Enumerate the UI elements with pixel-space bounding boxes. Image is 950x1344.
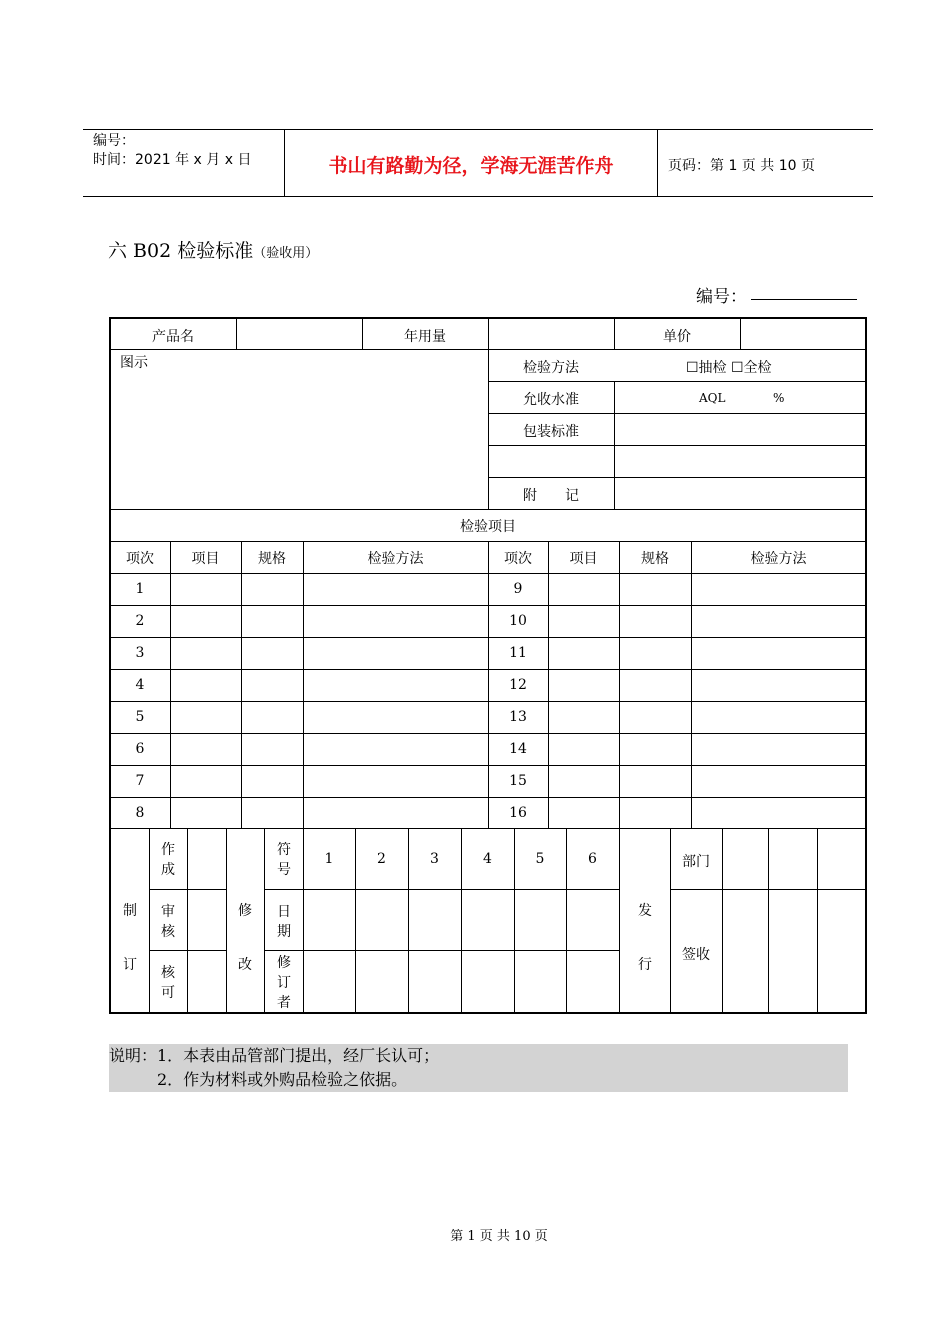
percent-label: % (773, 391, 785, 405)
row-number: 14 (509, 741, 527, 757)
issue-label: 发行 (638, 903, 652, 973)
note-line: 2．作为材料或外购品检验之依据。 (109, 1070, 408, 1089)
header-time: 时间：2021 年 x 月 x 日 (93, 152, 252, 168)
header-motto: 书山有路勤为径，学海无涯苦作舟 (328, 155, 614, 177)
row-number: 1 (135, 581, 145, 597)
col-header-method: 检验方法 (750, 551, 807, 567)
col-rule (241, 541, 242, 828)
revision-col-number: 6 (588, 851, 597, 867)
make-label: 制订 (123, 903, 137, 973)
revision-col-number: 3 (430, 851, 439, 867)
doc-number-label: 编号： (696, 287, 747, 307)
row-number: 13 (509, 709, 527, 725)
revision-col-number: 1 (324, 851, 334, 867)
col-header-item: 项目 (191, 551, 220, 567)
col-rule (226, 828, 227, 1013)
col-rule (614, 381, 615, 509)
sign-label: 签收 (682, 947, 710, 963)
col-rule (817, 828, 818, 1013)
col-header-index: 项次 (126, 551, 154, 567)
reviewed-by-label: 审核 (161, 904, 175, 940)
row-number: 8 (135, 805, 145, 821)
aql-label: AQL (699, 391, 726, 405)
col-rule (740, 318, 741, 349)
row-number: 5 (135, 709, 145, 725)
title-sub: （验收用） (253, 246, 319, 261)
row-rule (488, 413, 866, 414)
header-divider (657, 129, 658, 197)
product-name-label: 产品名 (152, 329, 194, 345)
revise-label: 修改 (238, 903, 252, 973)
row-number: 11 (509, 645, 527, 661)
col-rule (149, 828, 150, 1013)
row-rule (110, 509, 866, 510)
row-rule (488, 381, 866, 382)
page-footer: 第 1 页 共 10 页 (450, 1229, 548, 1244)
notes-box (109, 1044, 848, 1092)
row-number: 4 (135, 677, 145, 693)
header-page-info: 页码：第 1 页 共 10 页 (668, 158, 815, 174)
col-rule (619, 541, 620, 1013)
col-rule (488, 318, 489, 509)
col-rule (170, 541, 171, 828)
col-rule (691, 541, 692, 828)
diagram-label: 图示 (120, 355, 148, 371)
col-rule (548, 541, 549, 828)
annual-usage-label: 年用量 (404, 329, 446, 345)
approved-by-label: 核可 (161, 965, 175, 1001)
col-rule (722, 828, 723, 1013)
revision-col-number: 2 (377, 851, 386, 867)
header-doc-no: 编号： (93, 133, 135, 149)
inspection-items-title: 检验项目 (460, 519, 516, 535)
row-number: 12 (509, 677, 527, 693)
packing-standard-label: 包装标准 (523, 424, 579, 440)
acceptance-level-label: 允收水准 (523, 392, 579, 408)
unit-price-label: 单价 (663, 329, 691, 345)
revision-symbol-label: 符号 (277, 842, 291, 878)
header-bottom-rule (83, 196, 873, 197)
row-rule (110, 828, 866, 829)
col-header-spec: 规格 (258, 551, 286, 567)
note-line: 说明：1．本表由品管部门提出，经厂长认可； (109, 1046, 440, 1065)
inspect-method-label: 检验方法 (523, 360, 579, 376)
col-header-index: 项次 (504, 551, 532, 567)
revision-col-number: 5 (535, 851, 545, 867)
inspect-method-options[interactable]: ☐抽检 ☐全检 (686, 360, 772, 376)
row-number: 6 (135, 741, 145, 757)
col-rule (236, 318, 237, 349)
header-top-rule (83, 129, 873, 130)
col-rule (768, 828, 769, 1013)
row-number: 3 (135, 645, 145, 661)
doc-number-field[interactable] (751, 299, 857, 300)
col-rule (264, 828, 265, 1013)
remarks-label: 附 记 (523, 488, 579, 504)
title-main: 六 B02 检验标准 (108, 240, 254, 262)
row-rule (488, 445, 866, 446)
row-number: 16 (509, 805, 527, 821)
reviser-label: 修订者 (277, 955, 291, 1011)
row-number: 15 (509, 773, 527, 789)
col-header-spec: 规格 (641, 551, 669, 567)
made-by-label: 作成 (161, 842, 175, 878)
revision-date-label: 日期 (277, 904, 291, 940)
page-title (108, 236, 318, 263)
department-label: 部门 (682, 854, 710, 870)
col-rule (187, 828, 188, 1013)
row-number: 7 (135, 773, 145, 789)
header-info (93, 132, 251, 170)
row-number: 9 (513, 581, 523, 597)
col-rule (303, 541, 304, 828)
revision-col-number: 4 (483, 851, 492, 867)
row-number: 10 (509, 613, 527, 629)
col-header-method: 检验方法 (367, 551, 424, 567)
row-rule (488, 477, 866, 478)
row-number: 2 (135, 613, 145, 629)
col-header-item: 项目 (569, 551, 598, 567)
